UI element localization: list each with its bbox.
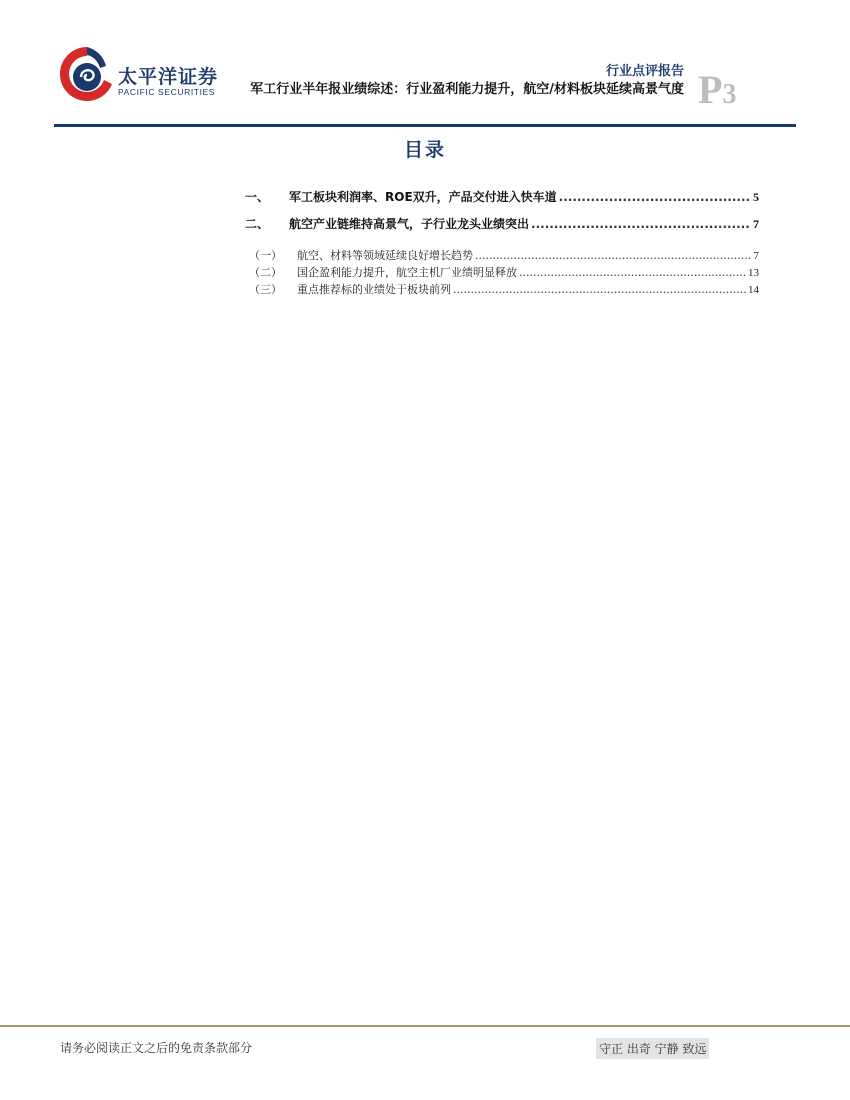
toc-entry-page: 13 <box>748 267 759 279</box>
toc-entry-page: 14 <box>748 284 759 296</box>
toc-entry-page: 7 <box>753 217 759 231</box>
brand-name-chinese: 太平洋证券 <box>118 66 219 88</box>
toc-leader-dots <box>531 217 751 231</box>
brand-name-english: PACIFIC SECURITIES <box>118 87 216 97</box>
toc-leader-dots <box>519 266 746 279</box>
footer-divider <box>0 1025 850 1027</box>
footer-motto: 守正 出奇 宁静 致远 <box>596 1038 709 1059</box>
table-of-contents <box>245 188 759 298</box>
footer-disclaimer: 请务必阅读正文之后的免责条款部分 <box>60 1041 253 1055</box>
toc-entry[interactable] <box>245 188 759 208</box>
toc-entry-number: 二、 <box>245 217 270 231</box>
toc-entry-label: 国企盈利能力提升，航空主机厂业绩明显释放 <box>297 266 517 279</box>
toc-entry-number: （二） <box>249 266 282 279</box>
toc-leader-dots <box>453 283 746 296</box>
header-divider <box>54 124 796 127</box>
toc-entry-number: （一） <box>249 249 282 262</box>
company-logo <box>60 44 260 106</box>
report-title: 军工行业半年报业绩综述：行业盈利能力提升，航空/材料板块延续高景气度 <box>250 82 684 97</box>
toc-entry-label: 航空产业链维持高景气，子行业龙头业绩突出 <box>289 217 530 231</box>
report-type-label: 行业点评报告 <box>605 64 684 79</box>
toc-leader-dots <box>559 190 751 204</box>
toc-subentry[interactable] <box>245 281 759 298</box>
toc-subentry[interactable] <box>245 264 759 281</box>
toc-leader-dots <box>475 249 752 262</box>
toc-subentry[interactable] <box>245 247 759 264</box>
toc-entry-page: 5 <box>753 190 759 204</box>
toc-entry-label: 重点推荐标的业绩处于板块前列 <box>297 283 451 296</box>
page-header <box>0 0 850 130</box>
toc-title: 目录 <box>403 139 446 161</box>
toc-entry-number: （三） <box>249 283 282 296</box>
toc-entry-page: 7 <box>753 250 759 262</box>
page-number <box>698 66 736 113</box>
page-number-prefix: P <box>698 67 723 112</box>
toc-entry-label: 军工板块利润率、ROE双升，产品交付进入快车道 <box>289 190 557 204</box>
toc-entry-label: 航空、材料等领域延续良好增长趋势 <box>297 249 473 262</box>
pacific-securities-logo-icon <box>60 44 114 104</box>
toc-entry-number: 一、 <box>245 190 270 204</box>
page-number-value: 3 <box>722 79 737 110</box>
toc-entry[interactable] <box>245 215 759 235</box>
